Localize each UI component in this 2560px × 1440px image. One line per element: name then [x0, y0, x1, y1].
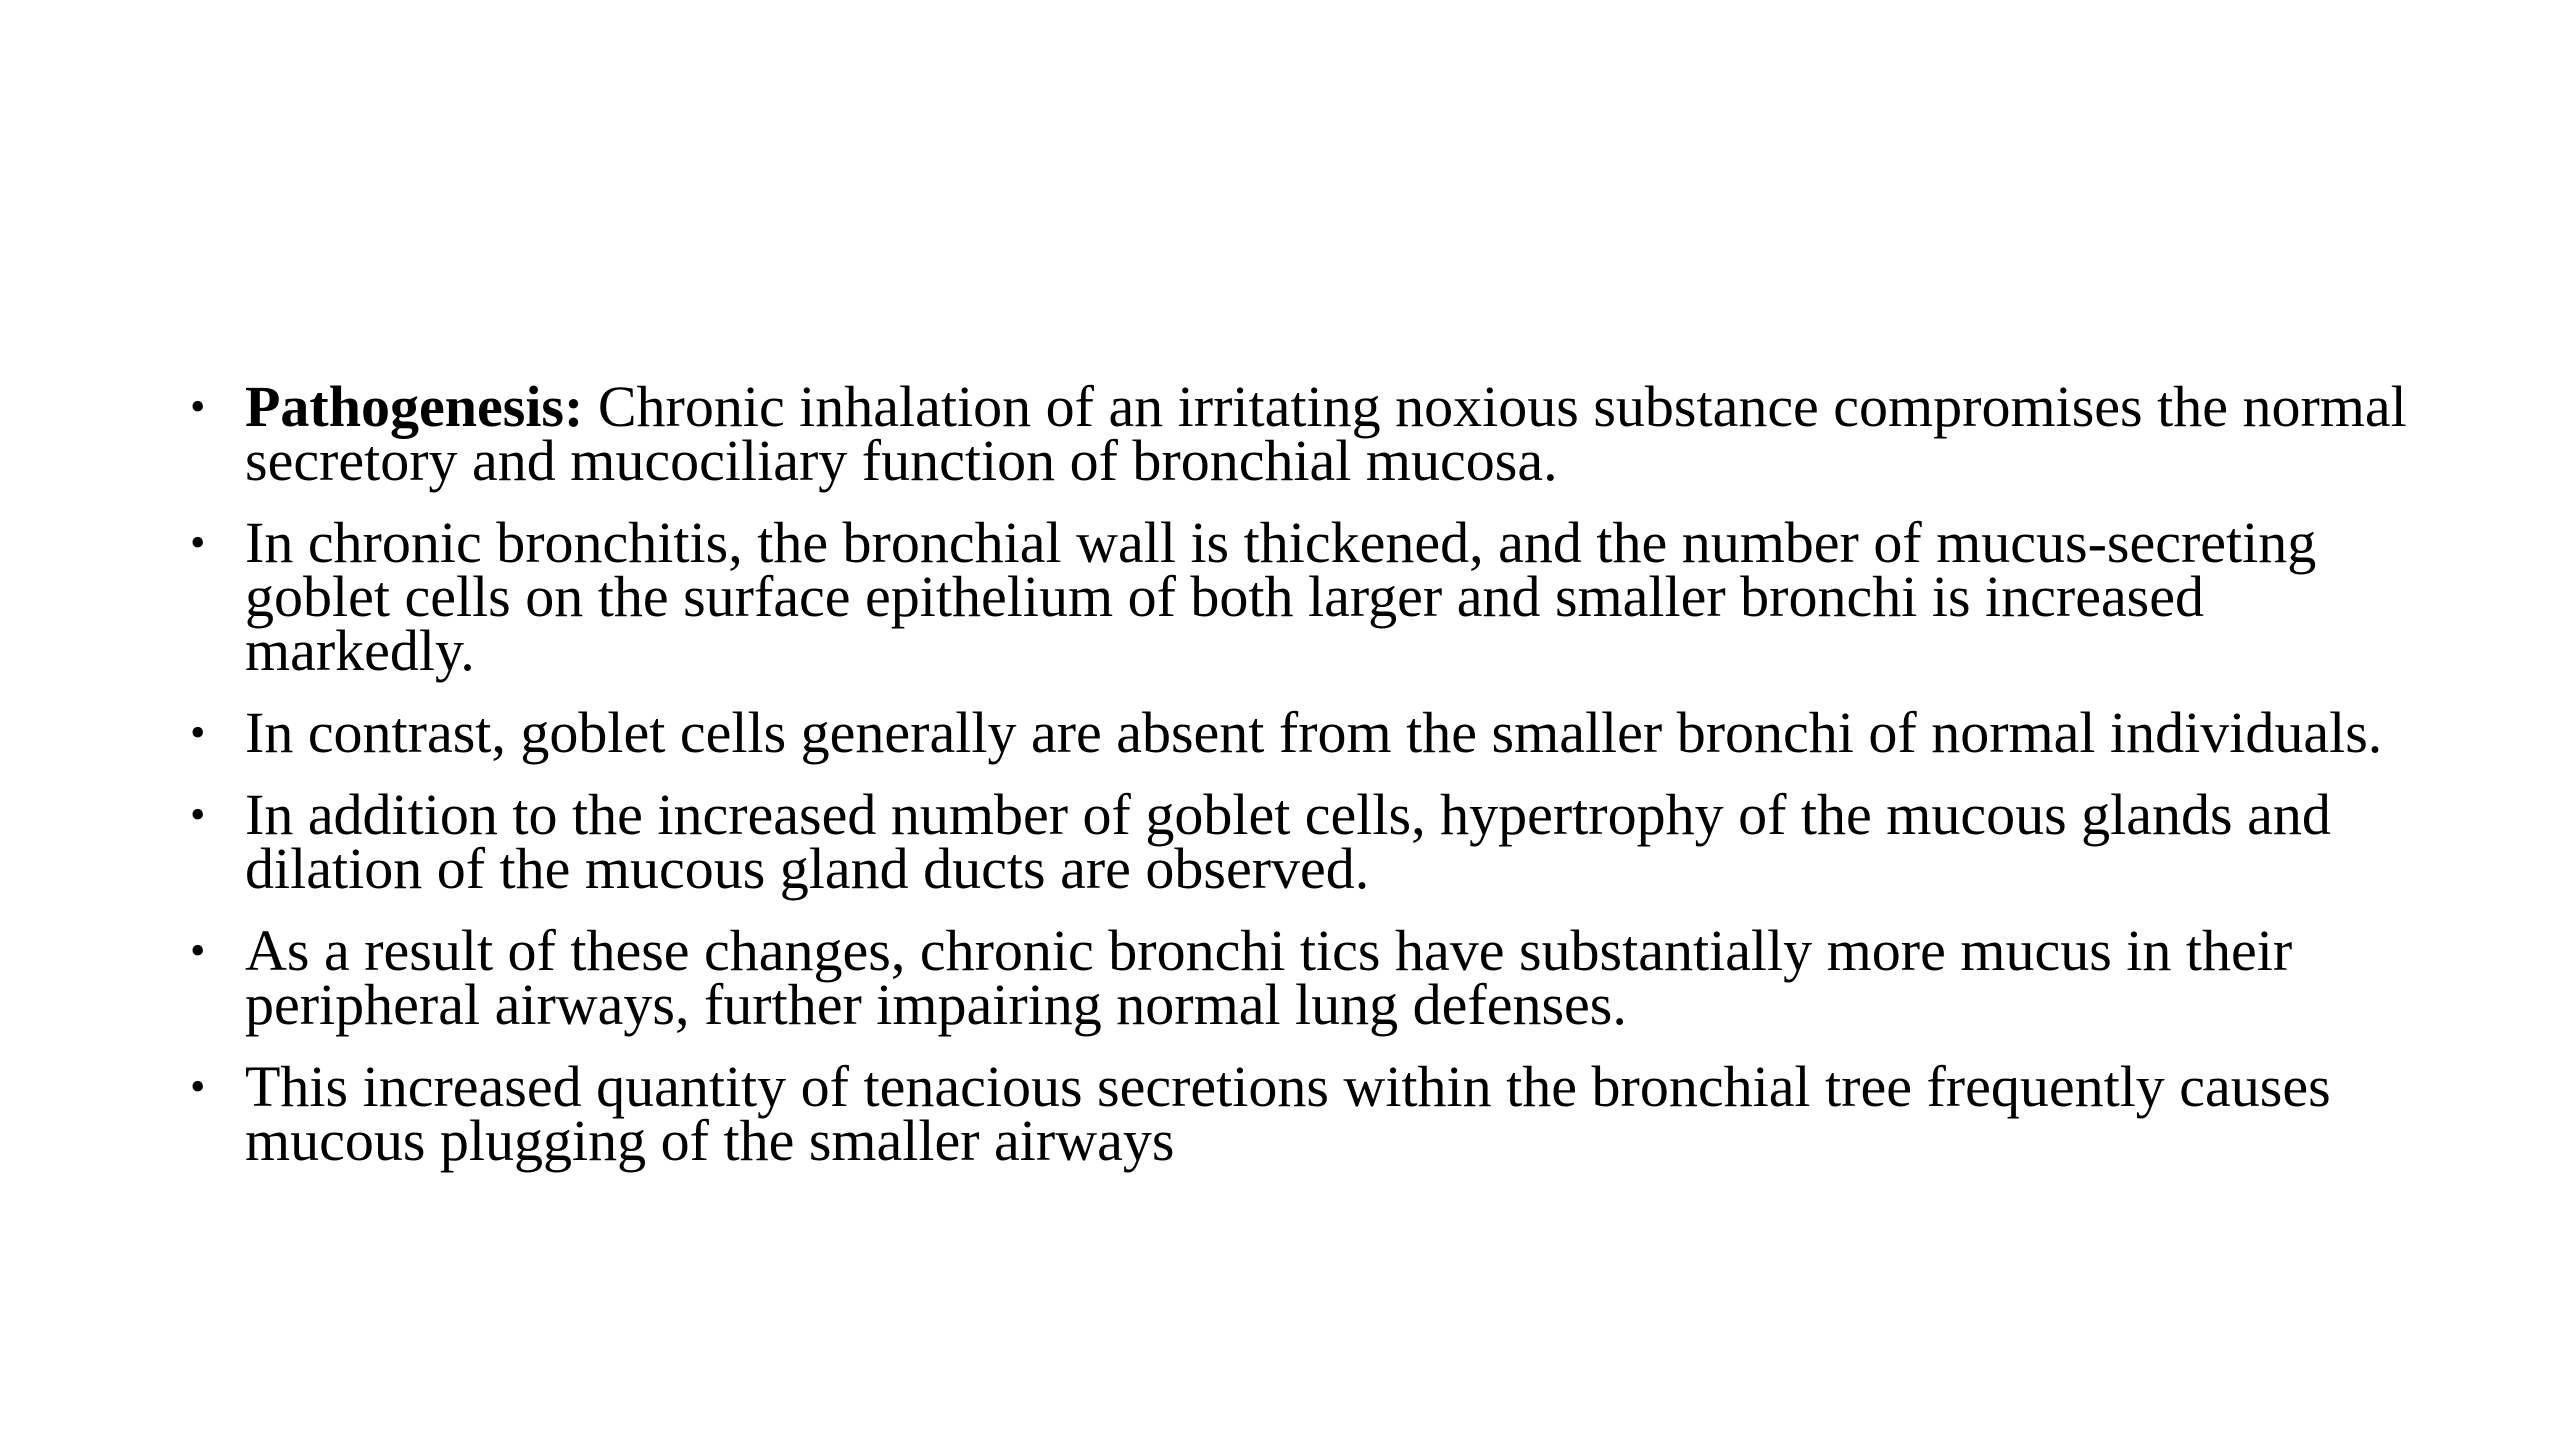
bullet-dot-icon: • — [190, 708, 206, 757]
bullet-dot-icon: • — [190, 926, 206, 975]
bullet-text: In contrast, goblet cells generally are absent from the smaller bronchi of normal individuals. — [245, 700, 2383, 765]
bullet-item-result — [190, 918, 2420, 1037]
bullet-item-chronic-bronchitis — [190, 510, 2420, 683]
bullet-lead: Pathogenesis: — [245, 374, 584, 439]
bullet-item-pathogenesis — [190, 374, 2420, 493]
bullet-dot-icon: • — [190, 1062, 206, 1111]
bullet-dot-icon: • — [190, 790, 206, 839]
bullet-text: Chronic inhalation of an irritating noxious substance compromises the normal secretory and mucociliary function of bronchial mucosa. — [245, 374, 2407, 493]
bullet-text: This increased quantity of tenacious secretions within the bronchial tree frequently causes mucous plugging of the smaller airways — [245, 1054, 2331, 1173]
bullet-list — [190, 374, 2420, 1196]
bullet-dot-icon: • — [190, 382, 206, 431]
bullet-text: As a result of these changes, chronic bronchi tics have substantially more mucus in their peripheral airways, further impairing normal lung defenses. — [245, 918, 2293, 1037]
bullet-item-plugging — [190, 1054, 2420, 1173]
bullet-dot-icon: • — [190, 518, 206, 567]
bullet-text: In addition to the increased number of goblet cells, hypertrophy of the mucous glands and dilation of the mucous gland ducts are observed. — [245, 782, 2331, 901]
bullet-text: In chronic bronchitis, the bronchial wall is thickened, and the number of mucus-secreting goblet cells on the surface epithelium of both larger and smaller bronchi is increased markedly. — [245, 510, 2317, 683]
bullet-item-hypertrophy — [190, 782, 2420, 901]
bullet-item-contrast — [190, 700, 2420, 765]
